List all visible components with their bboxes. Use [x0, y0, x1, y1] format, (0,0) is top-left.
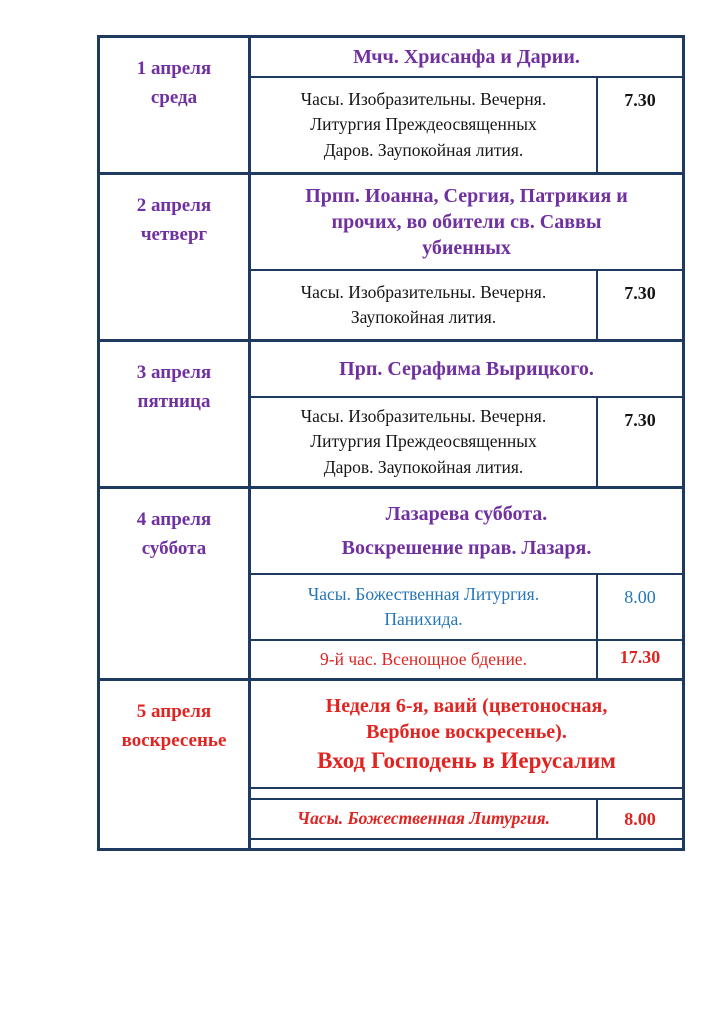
service-row	[251, 575, 682, 639]
row-content	[251, 175, 682, 339]
schedule-row	[100, 38, 682, 175]
schedule-row	[100, 681, 682, 848]
schedule-row	[100, 342, 682, 489]
date-weekday: суббота	[141, 537, 207, 559]
date-weekday: четверг	[140, 223, 208, 245]
service-row	[251, 78, 682, 172]
schedule-row	[100, 489, 682, 681]
feast-cell	[251, 342, 682, 398]
row-content	[251, 342, 682, 486]
feast-big-title: Вход Господень в Иерусалим	[317, 747, 616, 773]
date-cell	[100, 489, 251, 678]
service-row	[251, 398, 682, 486]
service-description: Часы. Божественная Литургия.	[296, 808, 550, 829]
date-day: 5 апреля	[136, 701, 212, 723]
services	[251, 398, 682, 486]
feast-title: Неделя 6-я, ваий (цветоносная, Вербное воскресенье).	[325, 694, 608, 743]
date-day: 2 апреля	[136, 195, 212, 216]
service-time: 7.30	[596, 271, 682, 339]
service-description: Часы. Изобразительны. Вечерня. Литургия Преждеосвященных Даров. Заупокойная лития.	[300, 88, 547, 160]
feast-title: Лазарева суббота.	[385, 503, 548, 526]
feast-title: Мчч. Хрисанфа и Дарии.	[353, 46, 580, 68]
date-cell	[100, 38, 251, 172]
date-weekday: среда	[150, 86, 198, 108]
feast-cell	[251, 175, 682, 271]
date-day: 1 апреля	[136, 58, 212, 79]
date-weekday: пятница	[137, 390, 211, 412]
service-row	[251, 639, 682, 678]
service-description: Часы. Изобразительны. Вечерня. Литургия Преждеосвященных Даров. Заупокойная лития.	[300, 406, 547, 477]
date-cell	[100, 681, 251, 848]
feast-title: Прпп. Иоанна, Сергия, Патрикия и прочих, во обители св. Саввы убиенных	[305, 185, 628, 259]
row-content	[251, 38, 682, 172]
schedule-row	[100, 175, 682, 342]
services	[251, 78, 682, 172]
feast-subtitle: Воскрешение прав. Лазаря.	[341, 537, 592, 560]
services	[251, 798, 682, 840]
service-time: 8.00	[596, 575, 682, 639]
service-row	[251, 798, 682, 840]
services	[251, 271, 682, 339]
service-description: Часы. Изобразительны. Вечерня. Заупокойная лития.	[300, 281, 547, 327]
service-time: 8.00	[596, 800, 682, 838]
row-content	[251, 681, 682, 848]
date-weekday: воскресенье	[121, 729, 227, 751]
service-time: 7.30	[596, 398, 682, 486]
date-day: 4 апреля	[136, 509, 212, 531]
row-content	[251, 489, 682, 678]
feast-cell	[251, 38, 682, 78]
service-description: 9-й час. Всенощное бдение.	[320, 648, 527, 669]
service-time: 7.30	[596, 78, 682, 172]
service-description: Часы. Божественная Литургия. Панихида.	[307, 583, 540, 629]
date-day: 3 апреля	[136, 362, 212, 383]
feast-cell	[251, 681, 682, 789]
service-time: 17.30	[596, 641, 682, 678]
service-row	[251, 271, 682, 339]
date-cell	[100, 175, 251, 339]
feast-title: Прп. Серафима Вырицкого.	[339, 358, 594, 380]
schedule-table	[97, 35, 685, 851]
date-cell	[100, 342, 251, 486]
services	[251, 575, 682, 678]
feast-cell	[251, 489, 682, 575]
